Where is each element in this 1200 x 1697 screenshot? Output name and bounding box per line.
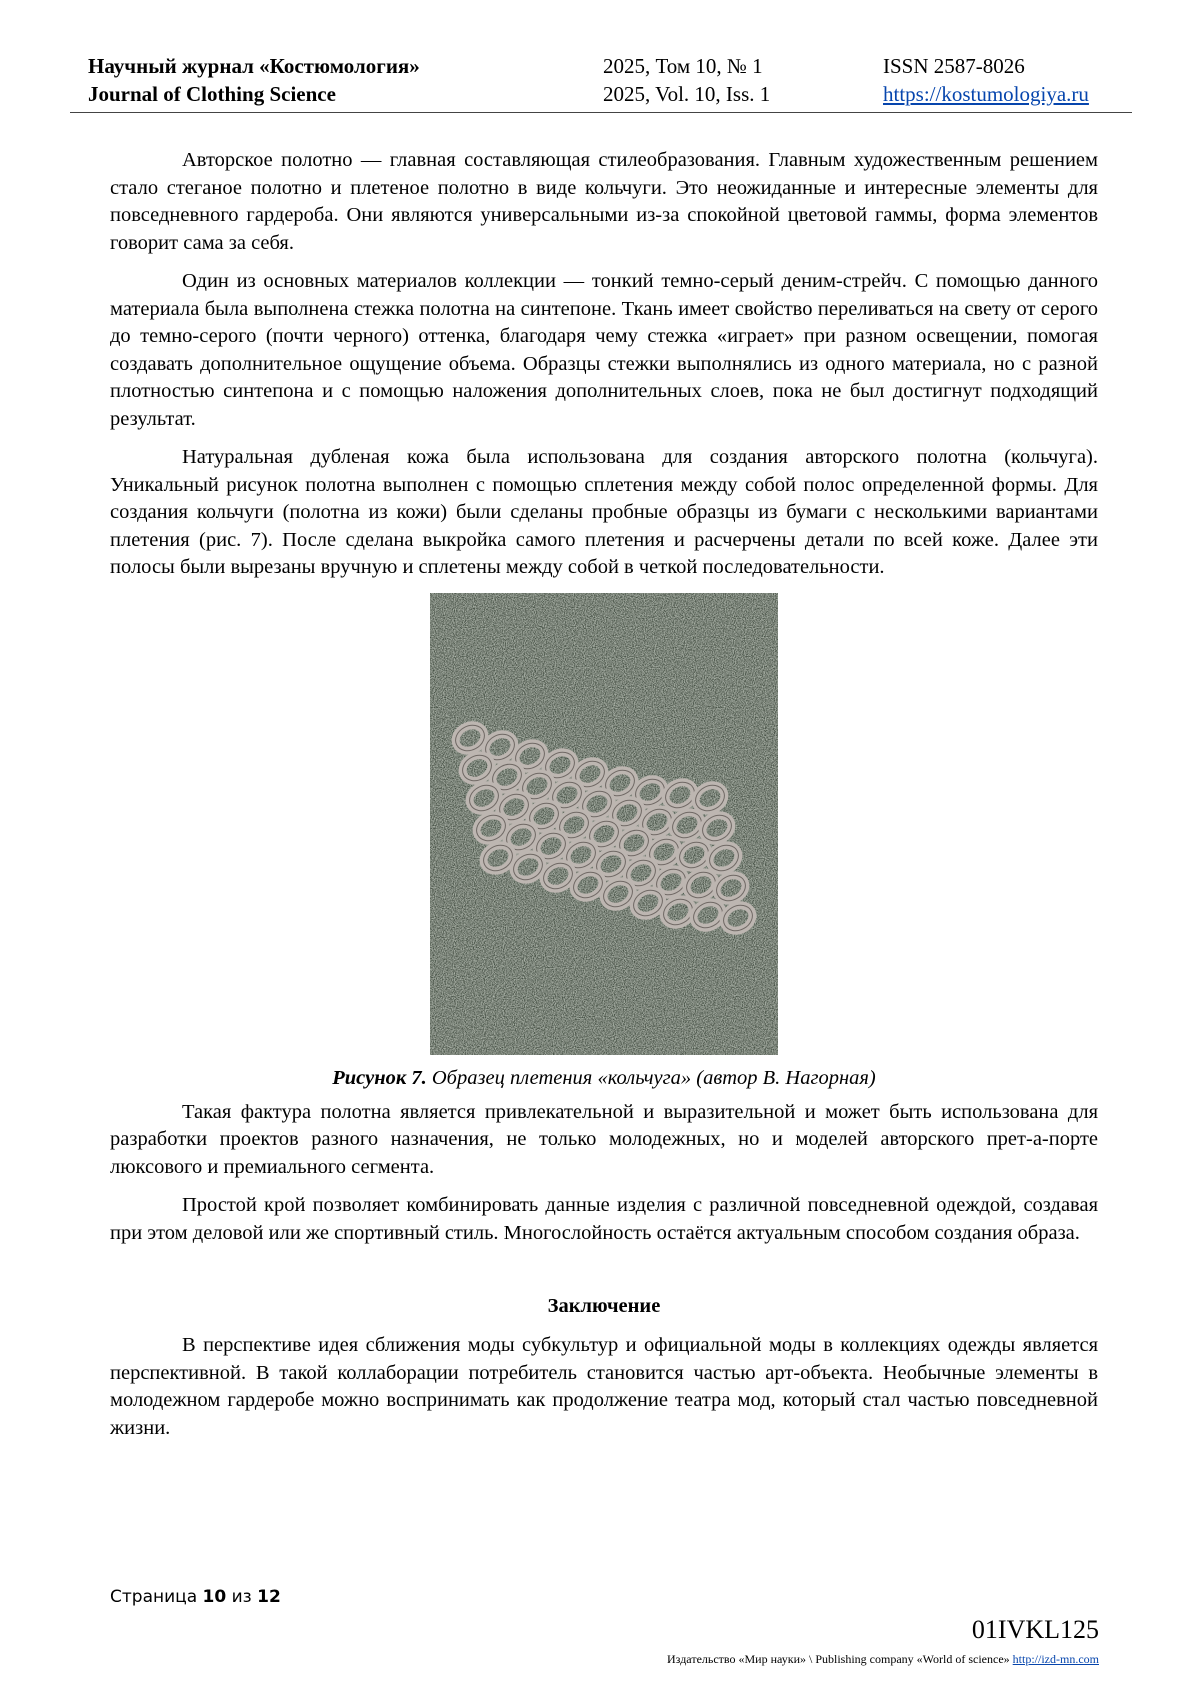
- article-code: 01IVKL125: [971, 1615, 1099, 1644]
- figure-caption-text: Образец плетения «кольчуга» (автор В. Нагорная): [426, 1066, 876, 1089]
- paragraph-1: Авторское полотно — главная составляющая стилеобразования. Главным художественным решением стало стеганое полотно и плетеное полотно в виде кольчуги. Это неожиданные и интересные элементы для повседневного гардероба. Они являются универсальными из-за спокойной цветовой гаммы, форма элементов говорит сама за себя.: [110, 149, 1098, 254]
- paragraph-2: Один из основных материалов коллекции — тонкий темно-серый деним-стрейч. С помощью данного материала была выполнена стежка полотна на синтепоне. Ткань имеет свойство переливаться на свету от серого до темно-серого (почти черного) оттенка, благодаря чему стежка «играет» при разном освещении, помогая создавать дополнительное ощущение объема. Образцы стежки выполнялись из одного материала, но с разной плотностью синтепона и с помощью наложения дополнительных слоев, пока не был достигнут подходящий результат.: [110, 270, 1098, 430]
- journal-url-link[interactable]: https://kostumologiya.ru: [883, 82, 1089, 106]
- paragraph-4: Такая фактура полотна является привлекательной и выразительной и может быть использована для разработки проектов разного назначения, не только молодежных, но и моделей авторского прет-а-порте люксового и премиального сегмента.: [110, 1100, 1098, 1178]
- issn: ISSN 2587-8026: [883, 54, 1025, 78]
- publisher-name: Издательство «Мир науки» \ Publishing company «World of science»: [667, 1652, 1010, 1666]
- issue-ru: 2025, Том 10, № 1: [603, 54, 763, 78]
- header-row-2: [88, 80, 1132, 108]
- conclusion-paragraph: В перспективе идея сближения моды субкультур и официальной моды в коллекциях одежды является перспективной. В такой коллаборации потребитель становится частью арт-объекта. Необычные элементы в молодежном гардеробе можно воспринимать как продолжение театра мод, который стал частью повседневной жизни.: [110, 1334, 1098, 1439]
- page-header: [88, 52, 1132, 108]
- journal-title-ru: Научный журнал «Костюмология»: [88, 54, 420, 78]
- header-row-1: [88, 52, 1132, 80]
- paragraph-3: Натуральная дубленая кожа была использована для создания авторского полотна (кольчуга). Уникальный рисунок полотна выполнен с помощью сплетения между собой полос определенной формы. Для создания кольчуги (полотна из кожи) были сделаны пробные образцы из бумаги с несколькими вариантами плетения (рис. 7). После сделана выкройка самого плетения и расчерчены детали по всей коже. Далее эти полосы были вырезаны вручную и сплетены между собой в четкой последовательности.: [110, 446, 1098, 578]
- article-body: [110, 147, 1098, 1453]
- publisher-line: [667, 1652, 1099, 1667]
- page-current: 10: [202, 1587, 227, 1607]
- page-number: [110, 1587, 281, 1607]
- chainmail-photo: [430, 593, 778, 1055]
- page-total: 12: [257, 1587, 281, 1607]
- header-divider: [70, 112, 1132, 113]
- issue-en: 2025, Vol. 10, Iss. 1: [603, 82, 771, 106]
- figure-caption: [110, 1065, 1098, 1092]
- figure-7: [110, 593, 1098, 1055]
- section-title-conclusion: Заключение: [547, 1295, 661, 1317]
- figure-label: Рисунок 7.: [332, 1066, 427, 1089]
- page-word: Страница: [110, 1587, 198, 1607]
- paragraph-5: Простой крой позволяет комбинировать данные изделия с различной повседневной одеждой, создавая при этом деловой или же спортивный стиль. Многослойность остаётся актуальным способом создания образа.: [110, 1194, 1098, 1244]
- page-of: из: [231, 1587, 252, 1607]
- publisher-link[interactable]: http://izd-mn.com: [1012, 1652, 1099, 1666]
- journal-title-en: Journal of Clothing Science: [88, 82, 336, 106]
